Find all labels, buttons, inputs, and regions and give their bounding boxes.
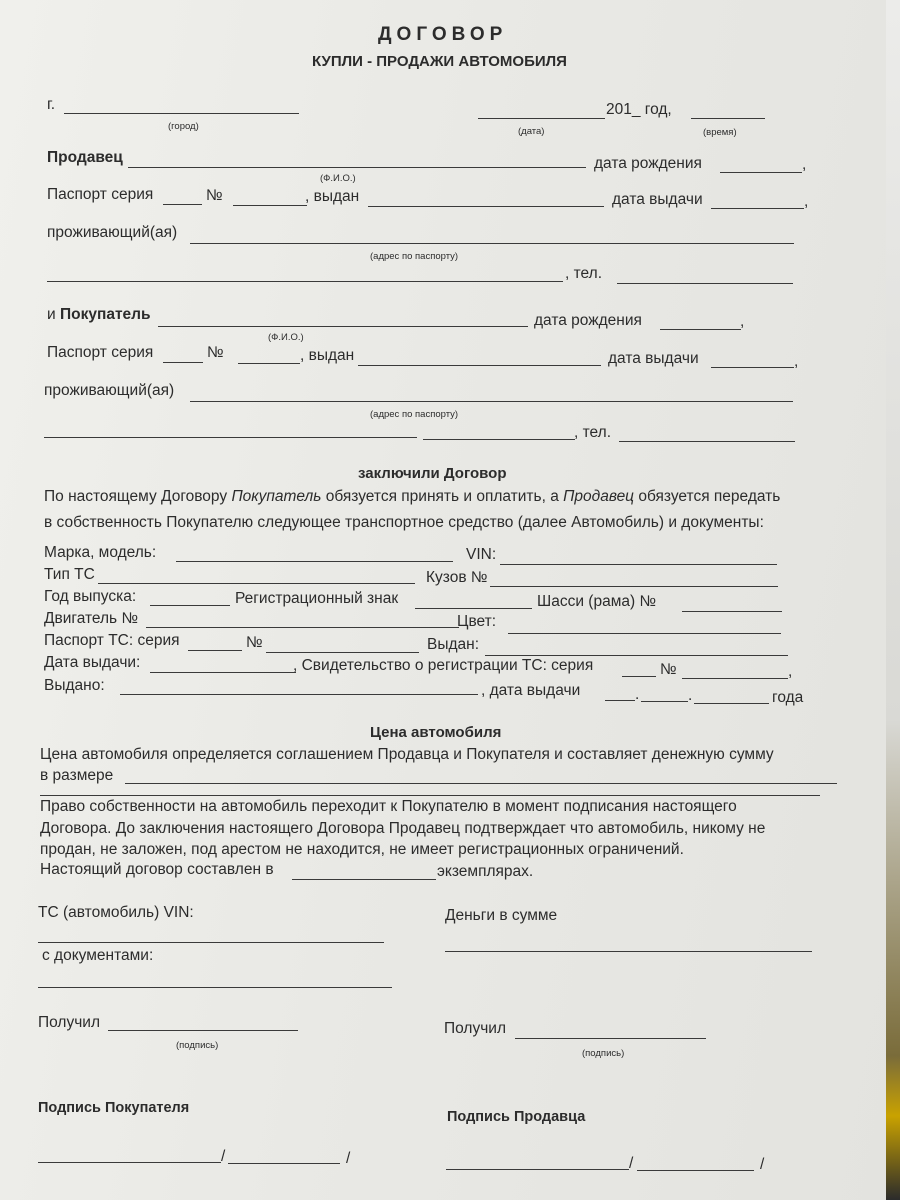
- pts-series-label: Паспорт ТС: серия: [44, 632, 180, 649]
- receipt-money-label: Деньги в сумме: [445, 907, 558, 924]
- reg-plate-field[interactable]: [415, 608, 532, 609]
- buyer-address-field-2[interactable]: [44, 437, 417, 438]
- buyer-passport-label: Паспорт серия: [47, 344, 154, 361]
- cert-issue-day-field[interactable]: [605, 700, 635, 701]
- buyer-phone-label: , тел.: [574, 424, 611, 441]
- buyer-issued-label: , выдан: [300, 347, 355, 364]
- buyer-issued-by-field[interactable]: [358, 365, 601, 366]
- buyer-issue-date-field[interactable]: [711, 367, 794, 368]
- cert-date-dot-2: .: [688, 687, 693, 704]
- seller-label: Продавец: [47, 149, 123, 166]
- buyer-birth-label: дата рождения: [534, 312, 642, 329]
- buyer-residing-label: проживающий(ая): [44, 382, 175, 399]
- buyer-fio-field[interactable]: [158, 326, 528, 327]
- agreement-buyer-italic: Покупатель: [231, 488, 322, 505]
- buyer-and-word: и: [47, 306, 60, 323]
- registration-cert-no-label: №: [660, 661, 677, 678]
- price-line-1: Цена автомобиля определяется соглашением Продавца и Покупателя и составляет денежную сумму: [40, 746, 774, 763]
- seller-phone-field[interactable]: [617, 283, 793, 284]
- vin-label: VIN:: [466, 546, 497, 563]
- registration-cert-comma: ,: [788, 663, 793, 680]
- agreement-text-e: обязуется передать: [634, 488, 781, 505]
- registration-cert-label: , Свидетельство о регистрации ТС: серия: [293, 657, 594, 674]
- vehicle-type-field[interactable]: [98, 583, 415, 584]
- buyer-label: Покупатель: [59, 306, 151, 323]
- buyer-passport-number-field[interactable]: [238, 363, 300, 364]
- buyer-issue-date-label: дата выдачи: [608, 350, 699, 367]
- price-amount-field-2[interactable]: [40, 795, 820, 796]
- engine-number-label: Двигатель №: [44, 610, 139, 627]
- seller-signature-label: Подпись Продавца: [447, 1109, 586, 1125]
- time-field[interactable]: [691, 118, 765, 119]
- body-number-field[interactable]: [490, 586, 778, 587]
- buyer-signature-label: Подпись Покупателя: [38, 1100, 190, 1116]
- receipt-vehicle-vin-field[interactable]: [38, 942, 384, 943]
- year-of-manufacture-label: Год выпуска:: [44, 588, 137, 605]
- buyer-fio-hint: (Ф.И.О.): [268, 332, 304, 343]
- price-line-2-label: в размере: [40, 767, 114, 784]
- buyer-signature-slash-2: /: [346, 1150, 351, 1167]
- agreement-paragraph-line-1: [44, 488, 780, 506]
- cert-issue-date-label: , дата выдачи: [481, 682, 581, 699]
- agreement-seller-italic: Продавец: [563, 488, 635, 505]
- seller-passport-series-field[interactable]: [163, 204, 202, 205]
- city-prefix: г.: [47, 96, 56, 113]
- color-field[interactable]: [508, 633, 781, 634]
- seller-address-field-2[interactable]: [47, 281, 563, 282]
- buyer-phone-field[interactable]: [619, 441, 795, 442]
- buyer-signature-field[interactable]: [38, 1162, 221, 1163]
- seller-passport-label: Паспорт серия: [47, 186, 154, 203]
- seller-issue-date-field[interactable]: [711, 208, 804, 209]
- city-hint: (город): [168, 121, 199, 132]
- pts-number-field[interactable]: [266, 652, 419, 653]
- background-edge: [886, 0, 900, 1200]
- seller-residing-label: проживающий(ая): [47, 224, 178, 241]
- copies-count-field[interactable]: [292, 879, 436, 880]
- pts-issued-by-field[interactable]: [485, 655, 788, 656]
- seller-issued-by-field[interactable]: [368, 206, 604, 207]
- buyer-received-label: Получил: [38, 1014, 100, 1031]
- time-hint: (время): [703, 127, 737, 138]
- body-number-label: Кузов №: [426, 569, 488, 586]
- vehicle-type-label: Тип ТС: [44, 566, 95, 583]
- seller-fio-hint: (Ф.И.О.): [320, 173, 356, 184]
- buyer-received-signature-hint: (подпись): [176, 1040, 219, 1051]
- year-of-manufacture-field[interactable]: [150, 605, 230, 606]
- seller-address-hint: (адрес по паспорту): [370, 251, 459, 262]
- buyer-address-field-3[interactable]: [423, 439, 575, 440]
- seller-passport-number-field[interactable]: [233, 205, 307, 206]
- pts-issue-date-field[interactable]: [150, 672, 296, 673]
- cert-issue-year-field[interactable]: [694, 703, 769, 704]
- make-model-field[interactable]: [176, 561, 453, 562]
- seller-signature-name-field[interactable]: [637, 1170, 754, 1171]
- date-field[interactable]: [478, 118, 605, 119]
- buyer-passport-series-field[interactable]: [163, 362, 203, 363]
- make-model-label: Марка, модель:: [44, 544, 157, 561]
- buyer-passport-no-label: №: [207, 344, 224, 361]
- reg-plate-label: Регистрационный знак: [235, 590, 399, 607]
- date-hint: (дата): [518, 126, 545, 137]
- seller-birth-field[interactable]: [720, 172, 802, 173]
- agreement-paragraph-line-2: в собственность Покупателю следующее транспортное средство (далее Автомобиль) и документы:: [44, 514, 764, 531]
- seller-fio-field[interactable]: [128, 167, 586, 168]
- cert-issued-by-field[interactable]: [120, 694, 478, 695]
- copies-suffix: экземплярах.: [437, 863, 534, 880]
- price-line-4: Договора. До заключения настоящего Договора Продавец подтверждает что автомобиль, никому не: [40, 820, 766, 837]
- pts-series-field[interactable]: [188, 650, 242, 651]
- pts-issued-label: Выдан:: [427, 636, 480, 653]
- seller-passport-no-label: №: [206, 187, 223, 204]
- chassis-label: Шасси (рама) №: [537, 593, 657, 610]
- vin-field[interactable]: [500, 564, 777, 565]
- buyer-birth-field[interactable]: [660, 329, 741, 330]
- cert-date-dot-1: .: [635, 686, 640, 703]
- chassis-field[interactable]: [682, 611, 782, 612]
- receipt-vehicle-vin-label: ТС (автомобиль) VIN:: [38, 904, 194, 921]
- buyer-address-hint: (адрес по паспорту): [370, 409, 459, 420]
- seller-received-signature-hint: (подпись): [582, 1048, 625, 1059]
- city-field[interactable]: [64, 113, 299, 114]
- copies-label: Настоящий договор составлен в: [40, 861, 274, 878]
- cert-issued-by-label: Выдано:: [44, 677, 105, 694]
- seller-signature-slash-1: /: [629, 1155, 634, 1172]
- price-line-5: продан, не заложен, под арестом не находится, не имеет регистрационных ограничений.: [40, 841, 684, 858]
- color-label: Цвет:: [457, 613, 497, 630]
- year-word: года: [772, 689, 804, 706]
- seller-signature-field[interactable]: [446, 1169, 629, 1170]
- buyer-signature-slash-1: /: [221, 1148, 226, 1165]
- buyer-address-field[interactable]: [190, 401, 793, 402]
- agreement-text-a: По настоящему Договору: [44, 488, 232, 505]
- seller-signature-slash-2: /: [760, 1156, 765, 1173]
- agreement-heading: заключили Договор: [358, 465, 507, 482]
- receipt-with-docs-field[interactable]: [38, 987, 392, 988]
- year-label: 201_ год,: [606, 101, 672, 118]
- seller-issue-date-comma: ,: [804, 193, 809, 210]
- seller-issued-label: , выдан: [305, 188, 360, 205]
- agreement-text-c: обязуется принять и оплатить, а: [321, 488, 564, 505]
- seller-birth-label: дата рождения: [594, 155, 702, 172]
- price-amount-field[interactable]: [125, 783, 837, 784]
- buyer-issue-date-comma: ,: [794, 353, 799, 370]
- buyer-birth-comma: ,: [740, 313, 745, 330]
- pts-issue-date-label: Дата выдачи:: [44, 654, 141, 671]
- buyer-prefix: [47, 306, 151, 324]
- engine-number-field[interactable]: [146, 627, 459, 628]
- price-line-3: Право собственности на автомобиль переходит к Покупателю в момент подписания настоящего: [40, 798, 737, 815]
- cert-issue-month-field[interactable]: [641, 701, 688, 702]
- seller-issue-date-label: дата выдачи: [612, 191, 703, 208]
- seller-address-field[interactable]: [190, 243, 794, 244]
- seller-phone-label: , тел.: [565, 265, 602, 282]
- seller-birth-comma: ,: [802, 156, 807, 173]
- pts-number-label: №: [246, 634, 263, 651]
- receipt-with-docs-label: с документами:: [42, 947, 154, 964]
- seller-received-label: Получил: [444, 1020, 506, 1037]
- registration-cert-number-field[interactable]: [682, 678, 788, 679]
- price-heading: Цена автомобиля: [370, 724, 502, 741]
- seller-received-signature-field[interactable]: [515, 1038, 706, 1039]
- registration-cert-series-field[interactable]: [622, 676, 656, 677]
- document-subtitle: КУПЛИ - ПРОДАЖИ АВТОМОБИЛЯ: [312, 53, 567, 70]
- buyer-signature-name-field[interactable]: [228, 1163, 340, 1164]
- receipt-money-field[interactable]: [445, 951, 812, 952]
- buyer-received-signature-field[interactable]: [108, 1030, 298, 1031]
- document-title: ДОГОВОР: [378, 24, 508, 45]
